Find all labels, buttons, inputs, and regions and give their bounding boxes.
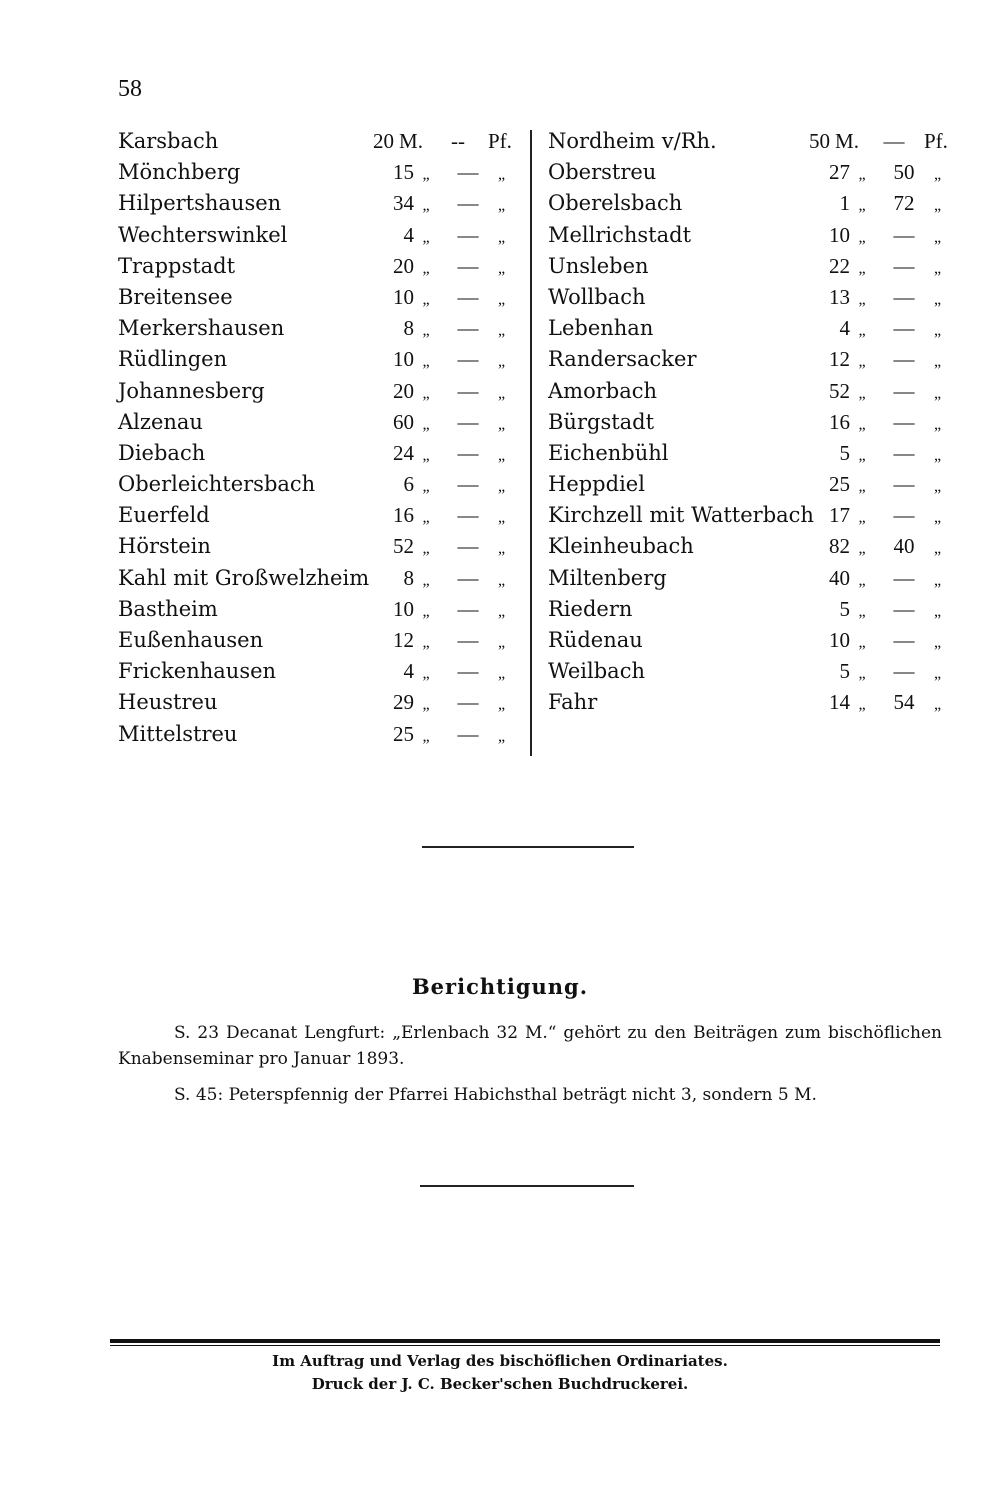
contribution-row — [548, 251, 958, 282]
mark-value: 8 — [403, 565, 414, 590]
pfennig-unit: „ — [498, 415, 506, 433]
pfennig-value: — — [893, 659, 915, 684]
place-name: Wollbach — [548, 284, 646, 309]
correction-paragraph-2-text: S. 45: Peterspfennig der Pfarrei Habichsthal beträgt nicht 3, sondern 5 M. — [174, 1085, 817, 1105]
pfennig-value: -- — [451, 129, 465, 153]
contribution-row — [118, 407, 522, 438]
amount — [820, 438, 958, 471]
mark-value: 14 — [829, 690, 850, 715]
mark-value: 5 — [839, 440, 850, 465]
amount — [384, 407, 522, 440]
mark-value: 25 — [393, 721, 414, 746]
pfennig-unit: „ — [934, 322, 942, 340]
contribution-row — [118, 282, 522, 313]
mark-value: 15 — [393, 160, 414, 185]
mark-unit: „ — [422, 259, 430, 277]
amount — [820, 376, 958, 409]
mark-unit: M. — [835, 129, 859, 153]
amount — [820, 407, 958, 440]
contribution-row — [118, 438, 522, 469]
right-contribution-list — [548, 126, 958, 719]
footer-publisher: Im Auftrag und Verlag des bischöflichen Ordinariates. — [272, 1352, 728, 1370]
mark-unit: „ — [858, 696, 866, 714]
mark-value: 4 — [403, 659, 414, 684]
mark-unit: „ — [858, 509, 866, 527]
pfennig-unit: „ — [934, 353, 942, 371]
place-name: Eußenhausen — [118, 628, 264, 652]
mark-value: 16 — [393, 503, 414, 528]
mark-value: 34 — [393, 191, 414, 216]
pfennig-unit: „ — [498, 540, 506, 558]
pfennig-unit: „ — [498, 197, 506, 215]
section-divider-rule — [422, 846, 634, 848]
contribution-row — [118, 656, 522, 687]
amount — [384, 438, 522, 471]
pfennig-value: — — [457, 222, 479, 247]
mark-value: 1 — [839, 191, 850, 216]
mark-unit: „ — [422, 166, 430, 184]
place-name: Diebach — [118, 440, 206, 465]
footer-rule-thick — [110, 1339, 940, 1343]
mark-value: 20 — [393, 253, 414, 278]
place-name: Eichenbühl — [548, 440, 669, 465]
amount — [820, 220, 958, 253]
contribution-row — [548, 656, 958, 687]
pfennig-unit: „ — [934, 509, 942, 527]
place-name: Bastheim — [118, 596, 218, 621]
pfennig-value: — — [893, 253, 915, 278]
amount — [820, 469, 958, 502]
mark-value: 10 — [393, 347, 414, 372]
contribution-row — [118, 719, 522, 750]
mark-unit: „ — [858, 384, 866, 402]
pfennig-unit: „ — [498, 446, 506, 464]
pfennig-value: — — [893, 440, 915, 465]
mark-value: 10 — [829, 222, 850, 247]
pfennig-unit: „ — [498, 290, 506, 308]
amount — [820, 344, 958, 377]
pfennig-value: — — [457, 659, 479, 684]
place-name: Rüdlingen — [118, 347, 228, 372]
pfennig-unit: „ — [498, 665, 506, 683]
pfennig-unit: „ — [498, 727, 506, 745]
pfennig-value: — — [457, 378, 479, 403]
mark-unit: „ — [422, 322, 430, 340]
place-name: Merkershausen — [118, 316, 285, 341]
mark-unit: „ — [422, 290, 430, 308]
place-name: Frickenhausen — [118, 659, 277, 684]
pfennig-unit: „ — [498, 353, 506, 371]
pfennig-value: — — [893, 409, 915, 434]
contribution-row — [548, 220, 958, 251]
mark-value: 10 — [393, 284, 414, 309]
pfennig-value: — — [457, 409, 479, 434]
mark-unit: „ — [422, 415, 430, 433]
pfennig-unit: „ — [498, 634, 506, 651]
pfennig-value: — — [893, 503, 915, 528]
mark-unit: „ — [422, 727, 430, 745]
place-name: Heppdiel — [548, 472, 645, 497]
mark-value: 5 — [839, 659, 850, 684]
contribution-row — [548, 625, 958, 656]
mark-unit: „ — [422, 602, 430, 620]
place-name: Fahr — [548, 690, 598, 715]
mark-value: 20 — [373, 129, 394, 153]
place-name: Kirchzell mit Watterbach — [548, 503, 814, 528]
mark-unit: „ — [422, 540, 430, 558]
mark-value: 50 — [809, 129, 830, 153]
place-name: Nordheim v/Rh. — [548, 129, 717, 153]
mark-value: 12 — [829, 347, 850, 372]
contribution-row — [548, 500, 958, 531]
contribution-row — [118, 344, 522, 375]
pfennig-unit: „ — [934, 696, 942, 714]
pfennig-value: — — [457, 440, 479, 465]
mark-unit: M. — [399, 129, 423, 153]
pfennig-value: — — [457, 534, 479, 559]
mark-unit: „ — [858, 353, 866, 371]
pfennig-value: — — [457, 565, 479, 590]
pfennig-value: — — [457, 596, 479, 621]
mark-unit: „ — [422, 509, 430, 527]
amount — [384, 625, 522, 658]
pfennig-value: 54 — [893, 690, 915, 715]
place-name: Hörstein — [118, 534, 211, 559]
place-name: Riedern — [548, 596, 633, 621]
pfennig-value: — — [893, 378, 915, 403]
amount — [820, 251, 958, 284]
contribution-row — [548, 344, 958, 375]
mark-value: 16 — [829, 409, 850, 434]
place-name: Kahl mit Großwelzheim — [118, 565, 370, 590]
place-name: Hilpertshausen — [118, 191, 282, 216]
amount — [820, 313, 958, 346]
pfennig-unit: „ — [934, 571, 942, 589]
pfennig-value: 40 — [893, 534, 915, 559]
mark-unit: „ — [422, 353, 430, 371]
amount — [820, 500, 958, 533]
pfennig-value: — — [883, 129, 905, 153]
amount — [820, 656, 958, 689]
pfennig-unit: „ — [934, 540, 942, 558]
amount — [384, 220, 522, 253]
place-name: Miltenberg — [548, 565, 667, 590]
pfennig-unit: „ — [498, 259, 506, 277]
mark-value: 40 — [829, 565, 850, 590]
place-name: Randersacker — [548, 347, 697, 372]
contribution-row — [548, 438, 958, 469]
contribution-row — [548, 594, 958, 625]
pfennig-value: — — [893, 284, 915, 309]
amount — [384, 157, 522, 190]
mark-unit: „ — [858, 478, 866, 496]
mark-value: 27 — [829, 160, 850, 185]
place-name: Oberelsbach — [548, 191, 683, 216]
pfennig-unit: „ — [934, 665, 942, 683]
pfennig-unit: „ — [934, 259, 942, 277]
place-name: Mellrichstadt — [548, 222, 692, 247]
pfennig-unit: „ — [498, 166, 506, 184]
pfennig-value: — — [457, 316, 479, 341]
amount — [820, 625, 958, 658]
place-name: Heustreu — [118, 690, 218, 715]
pfennig-value: — — [457, 253, 479, 278]
amount — [384, 500, 522, 533]
contribution-row — [118, 500, 522, 531]
mark-value: 8 — [403, 316, 414, 341]
pfennig-unit: „ — [934, 384, 942, 402]
mark-value: 20 — [393, 378, 414, 403]
correction-paragraph-1 — [118, 1020, 942, 1072]
place-name: Wechterswinkel — [118, 222, 288, 247]
place-name: Oberleichtersbach — [118, 472, 316, 497]
place-name: Johannesberg — [118, 378, 265, 403]
mark-unit: „ — [858, 571, 866, 589]
mark-unit: „ — [422, 571, 430, 589]
pfennig-value: — — [893, 565, 915, 590]
pfennig-value: — — [457, 721, 479, 746]
mark-value: 60 — [393, 409, 414, 434]
contribution-row — [118, 220, 522, 251]
pfennig-value: — — [893, 347, 915, 372]
mark-value: 17 — [829, 503, 850, 528]
pfennig-unit: „ — [498, 602, 506, 620]
amount — [384, 719, 522, 752]
pfennig-unit: „ — [498, 322, 506, 340]
place-name: Kleinheubach — [548, 534, 694, 559]
contribution-row — [118, 376, 522, 407]
pfennig-value: — — [457, 347, 479, 372]
contribution-row — [548, 531, 958, 562]
pfennig-unit: „ — [934, 166, 942, 184]
pfennig-value: 72 — [893, 191, 915, 216]
amount — [384, 251, 522, 284]
amount — [820, 282, 958, 315]
contribution-row — [118, 625, 522, 656]
contribution-row — [548, 282, 958, 313]
contribution-row — [548, 469, 958, 500]
mark-value: 5 — [839, 596, 850, 621]
place-name: Unsleben — [548, 253, 649, 278]
pfennig-value: — — [893, 222, 915, 247]
amount — [800, 126, 958, 157]
contribution-row — [548, 407, 958, 438]
contribution-row — [118, 594, 522, 625]
contribution-row — [118, 251, 522, 282]
pfennig-value: — — [893, 596, 915, 621]
mark-unit: „ — [422, 228, 430, 246]
mark-unit: „ — [422, 665, 430, 683]
pfennig-unit: „ — [498, 509, 506, 527]
amount — [384, 531, 522, 564]
amount — [384, 594, 522, 627]
place-name: Weilbach — [548, 659, 645, 684]
amount — [820, 594, 958, 627]
amount — [820, 157, 958, 190]
mark-unit: „ — [858, 602, 866, 620]
mark-unit: „ — [422, 634, 430, 651]
pfennig-unit: Pf. — [924, 129, 948, 153]
pfennig-value: — — [457, 628, 479, 652]
amount — [384, 656, 522, 689]
mark-value: 22 — [829, 253, 850, 278]
contribution-row — [548, 376, 958, 407]
contribution-row — [548, 687, 958, 718]
amount — [820, 531, 958, 564]
mark-unit: „ — [858, 665, 866, 683]
mark-unit: „ — [858, 540, 866, 558]
mark-value: 24 — [393, 440, 414, 465]
place-name: Bürgstadt — [548, 409, 655, 434]
amount — [364, 126, 522, 157]
place-name: Trappstadt — [118, 253, 236, 278]
mark-unit: „ — [422, 446, 430, 464]
contribution-row — [118, 157, 522, 188]
contribution-row — [118, 563, 522, 594]
amount — [384, 344, 522, 377]
amount — [384, 188, 522, 221]
mark-value: 10 — [393, 596, 414, 621]
contribution-row — [118, 313, 522, 344]
mark-unit: „ — [858, 290, 866, 308]
place-name: Mittelstreu — [118, 721, 238, 746]
amount — [384, 282, 522, 315]
mark-unit: „ — [858, 322, 866, 340]
amount — [384, 313, 522, 346]
contribution-row — [118, 469, 522, 500]
mark-unit: „ — [858, 197, 866, 215]
place-name: Lebenhan — [548, 316, 654, 341]
pfennig-value: — — [457, 690, 479, 715]
pfennig-unit: „ — [934, 634, 942, 651]
pfennig-value: — — [457, 191, 479, 216]
pfennig-unit: „ — [934, 415, 942, 433]
contribution-row — [118, 188, 522, 219]
mark-unit: „ — [858, 415, 866, 433]
pfennig-value: — — [457, 160, 479, 185]
contribution-row — [118, 687, 522, 718]
amount — [820, 687, 958, 720]
mark-value: 6 — [403, 472, 414, 497]
mark-value: 12 — [393, 628, 414, 652]
mark-value: 82 — [829, 534, 850, 559]
amount — [820, 188, 958, 221]
pfennig-unit: „ — [934, 602, 942, 620]
place-name: Karsbach — [118, 129, 219, 153]
pfennig-unit: „ — [934, 290, 942, 308]
pfennig-value: — — [893, 316, 915, 341]
pfennig-unit: „ — [934, 446, 942, 464]
pfennig-unit: „ — [498, 478, 506, 496]
contribution-row — [118, 531, 522, 562]
place-name: Oberstreu — [548, 160, 657, 185]
mark-unit: „ — [858, 634, 866, 651]
mark-unit: „ — [422, 384, 430, 402]
amount — [384, 469, 522, 502]
pfennig-unit: „ — [934, 197, 942, 215]
mark-value: 29 — [393, 690, 414, 715]
amount — [384, 376, 522, 409]
mark-value: 52 — [393, 534, 414, 559]
contribution-row — [548, 188, 958, 219]
pfennig-unit: „ — [498, 228, 506, 246]
mark-unit: „ — [858, 166, 866, 184]
amount — [384, 563, 522, 596]
amount — [820, 563, 958, 596]
mark-unit: „ — [858, 228, 866, 246]
pfennig-unit: Pf. — [488, 129, 512, 153]
footer-printer: Druck der J. C. Becker'schen Buchdruckerei. — [311, 1375, 689, 1393]
mark-value: 25 — [829, 472, 850, 497]
pfennig-unit: „ — [498, 696, 506, 714]
end-divider-rule — [420, 1185, 634, 1187]
mark-value: 52 — [829, 378, 850, 403]
pfennig-value: — — [893, 472, 915, 497]
pfennig-value: — — [457, 503, 479, 528]
mark-unit: „ — [858, 446, 866, 464]
place-name: Amorbach — [548, 378, 658, 403]
place-name: Breitensee — [118, 284, 233, 309]
place-name: Rüdenau — [548, 628, 643, 652]
pfennig-value: — — [893, 628, 915, 652]
place-name: Alzenau — [118, 409, 203, 434]
contribution-row — [118, 126, 522, 157]
correction-paragraph-2 — [118, 1082, 942, 1108]
pfennig-unit: „ — [498, 571, 506, 589]
contribution-row — [548, 126, 958, 157]
pfennig-unit: „ — [934, 478, 942, 496]
place-name: Euerfeld — [118, 503, 210, 528]
pfennig-value: — — [457, 472, 479, 497]
amount — [384, 687, 522, 720]
mark-value: 4 — [839, 316, 850, 341]
mark-unit: „ — [422, 696, 430, 714]
correction-title: Berichtigung. — [411, 974, 589, 999]
page-number: 58 — [118, 76, 142, 102]
pfennig-value: — — [457, 284, 479, 309]
mark-value: 4 — [403, 222, 414, 247]
mark-unit: „ — [422, 478, 430, 496]
contribution-row — [548, 563, 958, 594]
mark-unit: „ — [858, 259, 866, 277]
pfennig-unit: „ — [498, 384, 506, 402]
column-divider — [530, 130, 532, 756]
footer-rule-thin — [110, 1345, 940, 1346]
contribution-row — [548, 313, 958, 344]
mark-value: 10 — [829, 628, 850, 652]
pfennig-unit: „ — [934, 228, 942, 246]
mark-value: 13 — [829, 284, 850, 309]
contribution-row — [548, 157, 958, 188]
pfennig-value: 50 — [893, 160, 915, 185]
left-contribution-list — [118, 126, 522, 750]
correction-paragraph-1-text: S. 23 Decanat Lengfurt: „Erlenbach 32 M.“ gehört zu den Beiträgen zum bischöflichen Knabenseminar pro Januar 1893. — [118, 1023, 942, 1069]
mark-unit: „ — [422, 197, 430, 215]
place-name: Mönchberg — [118, 160, 241, 185]
